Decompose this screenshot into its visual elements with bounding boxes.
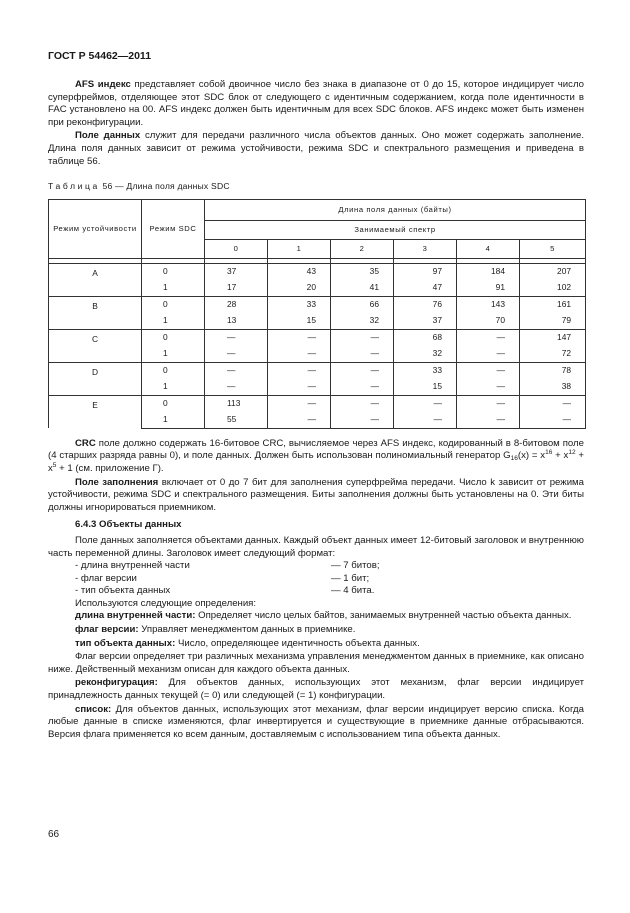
page-content [48,79,584,741]
robustness-mode-cell: A [49,263,142,296]
length-cell: 66 [331,296,394,313]
term-padding-field: Поле заполнения [75,476,159,488]
sdc-mode-cell: 1 [142,412,205,429]
header-spectrum-0: 0 [205,239,268,258]
table-row [49,296,586,313]
length-cell: 91 [457,280,520,297]
header-spectrum-3: 3 [394,239,457,258]
header-spectrum-5: 5 [520,239,586,258]
length-cell: 72 [520,346,586,363]
header-format-list [48,560,584,598]
paragraph-padding-field: Поле заполнения включает от 0 до 7 бит для заполнения суперфрейма передачи. Число k зависит от режима устойчивости, режима SDC и спектрального размещения. Биты заполнения должны быть установлены на 0. Эти биты должны игнорироваться приемником. [48,476,584,513]
paragraph-data-objects: Поле данных заполняется объектами данных. Каждый объект данных имеет 12-битовый заголовок и внутреннюю часть переменной длины. Заголовок имеет следующий формат: [48,534,584,559]
length-cell: — [268,362,331,379]
table-row [49,329,586,346]
length-cell: — [457,362,520,379]
length-cell: 41 [331,280,394,297]
page-number: 66 [48,829,60,840]
length-cell: — [205,362,268,379]
length-cell: 70 [457,313,520,330]
length-cell: — [331,412,394,429]
length-cell: — [268,412,331,429]
length-cell: 35 [331,263,394,280]
paragraph-data-field: Поле данных служит для передачи различного числа объектов данных. Оно может содержать заполнение. Длина поля данных зависит от режима устойчивости, режима SDC и спектрального размещения и приведена в таблице 56. [48,130,584,167]
sdc-mode-cell: 0 [142,395,205,412]
header-data-length: Длина поля данных (байты) [205,199,586,220]
length-cell: 147 [520,329,586,346]
paragraph-afs-index: AFS индекс представляет собой двоичное число без знака в диапазоне от 0 до 15, которое индицирует число суперфреймов, отделяющее этот SDC блок от следующего с идентичным содержанием, когда поле идентичности в FAC установлено на 00. AFS индекс должен быть идентичным для всех SDC блоков. AFS индекс может быть изменен при реконфигурации. [48,79,584,128]
length-cell: 161 [520,296,586,313]
robustness-mode-cell: B [49,296,142,329]
term-data-field: Поле данных [75,130,141,142]
list-item: - длина внутренней части — 7 битов; [75,560,380,572]
length-cell: 32 [394,346,457,363]
length-cell: — [457,395,520,412]
length-cell: — [457,329,520,346]
definition-list: список: Для объектов данных, использующих этот механизм, флаг версии индицирует версию списка. Когда любые данные в списке изменяются, флаг инвертируется и существующие в приемнике данные отбрасываются. Версия флага применяется ко всем данным, доставляемым с использованием типа объекта данных. [48,703,584,740]
length-cell: 33 [268,296,331,313]
length-cell: 207 [520,263,586,280]
length-cell: 37 [205,263,268,280]
sdc-mode-cell: 0 [142,329,205,346]
length-cell: — [331,395,394,412]
paragraph-crc: CRC поле должно содержать 16-битовое CRC, вычисляемое через AFS индекс, кодированный в 8-битовом поле (4 старших разряда равны 0), и поле данных. Должен быть использован полиномиальный генератор $G_{16}(x) = x^{16} + x^{12} + x^5 + 1$ (см. приложение Г). [48,437,585,474]
table-row [49,263,586,280]
length-cell: 15 [268,313,331,330]
length-cell: 55 [205,412,268,429]
length-cell: 32 [331,313,394,330]
length-cell: 184 [457,263,520,280]
length-cell: 76 [394,296,457,313]
length-cell: 79 [520,313,586,330]
header-robustness-mode: Режим устойчивости [49,199,142,258]
robustness-mode-cell: E [49,395,142,428]
length-cell: 13 [205,313,268,330]
length-cell: — [457,412,520,429]
term-afs-index: AFS индекс [75,79,131,90]
header-spectrum-4: 4 [457,239,520,258]
paragraph-definitions-intro: Используются следующие определения: [75,597,257,609]
length-cell: 97 [394,263,457,280]
header-spectrum: Занимаемый спектр [205,220,586,239]
length-cell: — [268,379,331,396]
list-item: - тип объекта данных — 4 бита. [75,585,375,597]
table-row [49,395,586,412]
definition-inner-length: длина внутренней части: Определяет число целых байтов, занимаемых внутренней частью объекта данных. [75,610,572,622]
length-cell: — [331,362,394,379]
sdc-mode-cell: 0 [142,263,205,280]
definition-reconfiguration: реконфигурация: Для объектов данных, использующих этот механизм, флаг версии индицирует принадлежность данных текущей (= 0) или следующей (= 1) конфигурации. [48,677,584,702]
length-cell: 102 [520,280,586,297]
length-cell: 37 [394,313,457,330]
length-cell: 20 [268,280,331,297]
length-cell: — [394,412,457,429]
length-cell: — [394,395,457,412]
length-cell: 33 [394,362,457,379]
list-item: - флаг версии — 1 бит; [75,572,370,584]
table-caption: Таблица 56 — Длина поля данных SDC [48,181,230,192]
length-cell: — [331,346,394,363]
length-cell: — [268,329,331,346]
robustness-mode-cell: C [49,329,142,362]
length-cell: 68 [394,329,457,346]
sdc-mode-cell: 1 [142,313,205,330]
length-cell: — [205,329,268,346]
length-cell: — [331,379,394,396]
definition-object-type: тип объекта данных: Число, определяющее идентичность объекта данных. [75,637,420,649]
length-cell: — [457,346,520,363]
length-cell: — [457,379,520,396]
table-row [49,362,586,379]
length-cell: — [520,395,586,412]
length-cell: 47 [394,280,457,297]
length-cell: — [205,346,268,363]
length-cell: 143 [457,296,520,313]
length-cell: 43 [268,263,331,280]
sdc-mode-cell: 1 [142,280,205,297]
length-cell: 28 [205,296,268,313]
header-spectrum-1: 1 [268,239,331,258]
length-cell: — [268,346,331,363]
sdc-mode-cell: 1 [142,346,205,363]
document-header: ГОСТ Р 54462—2011 [48,50,152,62]
sdc-length-table [48,199,586,429]
sdc-mode-cell: 1 [142,379,205,396]
length-cell: 113 [205,395,268,412]
paragraph-version-flag-mechanisms: Флаг версии определяет три различных механизма управления менеджментом данных в приемнике, как описано ниже. Действенный механизм описан для каждого объекта данных. [48,651,584,675]
length-cell: — [268,395,331,412]
header-spectrum-2: 2 [331,239,394,258]
length-cell: 78 [520,362,586,379]
sdc-mode-cell: 0 [142,362,205,379]
length-cell: — [331,329,394,346]
length-cell: 15 [394,379,457,396]
term-crc: CRC [75,437,96,449]
length-cell: — [520,412,586,429]
length-cell: — [205,379,268,396]
section-title: 6.4.3 Объекты данных [75,519,182,531]
robustness-mode-cell: D [49,362,142,395]
length-cell: 38 [520,379,586,396]
definition-version-flag: флаг версии: Управляет менеджментом данных в приемнике. [75,624,356,636]
sdc-mode-cell: 0 [142,296,205,313]
header-sdc-mode: Режим SDC [142,199,205,258]
length-cell: 17 [205,280,268,297]
